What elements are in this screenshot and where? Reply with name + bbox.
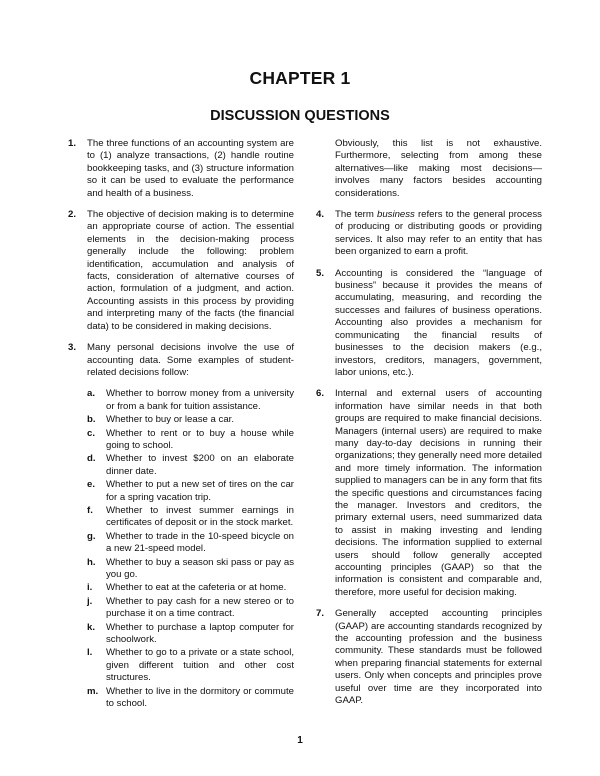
question-number: 2. [68,209,77,221]
sub-item-letter: e. [87,479,96,491]
sub-item [87,557,294,582]
sub-item-letter: g. [87,530,96,542]
question-number: 7. [316,608,325,620]
sub-item-text: Whether to pay cash for a new stereo or to purchase it on a time contract. [106,595,294,620]
question-text: The objective of decision making is to determine an appropriate course of action. The essential elements in the decision-making process generally include the following: problem identification, accumulation and analysis of facts, consideration of alternative courses of action, formulation of a judgment, and action. Accounting assists in this process by providing and interpreting many of the facts (the financial data) to be considered in making decisions. [87,209,294,332]
sub-item [87,505,294,530]
question-3 [68,342,294,711]
sub-item [87,596,294,621]
sub-item-text: Whether to live in the dormitory or commute to school. [106,685,294,710]
sub-item-text: Whether to go to a private or a state school, given different tuition and other cost structures. [106,647,294,684]
question-7 [316,608,542,707]
sub-item-text: Whether to borrow money from a university or from a bank for tuition assistance. [106,388,294,412]
question-text: Many personal decisions involve the use of accounting data. Some examples of student-related decisions follow: [87,342,294,378]
sub-item-text: Whether to eat at the cafeteria or at home. [106,582,287,594]
section-title: DISCUSSION QUESTIONS [210,108,390,124]
question-number: 5. [316,267,325,279]
sub-item-list [87,388,294,710]
chapter-title: CHAPTER 1 [249,68,351,88]
sub-item [87,582,294,594]
sub-item-text: Whether to invest summer earnings in certificates of deposit or in the stock market. [106,504,294,529]
sub-item [87,479,294,504]
sub-item [87,428,294,453]
right-column [316,138,542,716]
sub-item [87,414,294,426]
sub-item [87,686,294,711]
italic-term: business [376,209,415,221]
question-number: 6. [316,388,325,400]
question-2 [68,209,294,333]
question-text [335,209,542,259]
sub-item-text: Whether to trade in the 10-speed bicycle on a new 21-speed model. [106,530,294,555]
text-segment: The term [335,209,377,221]
question-text: Internal and external users of accounting information have similar needs in that both groups are required to make financial decisions. Managers (internal users) are required to make many day-to-day decisions in running their organizations; they generally need more detailed and more timely information. The information supplied to managers can be in any form that fits the specific questions and circumstances facing the manager. Investors and creditors, the primary external users, need summarized data to assist in making investing and lending decisions. The information supplied to external users should follow generally accepted accounting principles (GAAP) so that the information is consistent and comparable and, therefore, more useful for decision making. [335,388,542,598]
sub-item-letter: k. [87,621,96,633]
text-segment: refers to the general process of producing or distributing goods or providing services. It also may refer to an entity that has been organized to earn a profit. [335,209,542,258]
sub-item-text: Whether to buy or lease a car. [106,414,234,426]
sub-item-letter: i. [87,582,93,594]
sub-item-letter: j. [87,595,93,607]
sub-item-text: Whether to purchase a laptop computer for schoolwork. [106,621,294,646]
sub-item-letter: h. [87,556,96,568]
question-5 [316,268,542,380]
sub-item [87,453,294,478]
question-number: 1. [68,138,77,149]
sub-item-letter: l. [87,647,93,659]
sub-item-letter: b. [87,414,96,426]
sub-item-letter: m. [87,685,99,697]
question-1 [68,138,294,200]
sub-item [87,388,294,413]
question-text: Accounting is considered the “language of business” because it provides the means of accumulating, measuring, and recording the successes and failures of business operations. Accounting also provides a mechanism for communicating the financial results of businesses to the decision makers (e.g., investors, creditors, managers, government, labor unions, etc.). [335,267,542,378]
sub-item [87,531,294,556]
sub-item-letter: d. [87,453,96,465]
sub-item-text: Whether to invest $200 on an elaborate dinner date. [106,453,294,477]
question-number: 4. [316,209,325,221]
sub-item-letter: c. [87,427,96,439]
question-4 [316,209,542,259]
question-3-continued: Obviously, this list is not exhaustive. Furthermore, selecting from among these alternatives—like making most decisions—involves many factors besides accounting considerations. [335,138,542,199]
sub-item-text: Whether to buy a season ski pass or pay as you go. [106,556,294,580]
question-body [87,342,294,711]
sub-item-letter: f. [87,504,93,516]
question-text: The three functions of an accounting system are to (1) analyze transactions, (2) handle routine bookkeeping tasks, and (3) structure information so it can be used to evaluate the performance and health of a business. [87,138,294,199]
question-text: Generally accepted accounting principles (GAAP) are accounting standards recognized by the accounting profession and the business community. These standards must be followed when preparing financial statements for external users. Only when concepts and principles prove useful over time are they incorporated into GAAP. [335,608,542,707]
sub-item [87,647,294,684]
page-number: 1 [297,735,303,746]
left-column [68,138,294,720]
sub-item [87,622,294,647]
sub-item-text: Whether to rent or to buy a house while going to school. [106,427,294,451]
question-number: 3. [68,342,77,354]
question-6 [316,388,542,599]
sub-item-text: Whether to put a new set of tires on the car for a spring vacation trip. [106,479,294,503]
sub-item-letter: a. [87,388,96,400]
